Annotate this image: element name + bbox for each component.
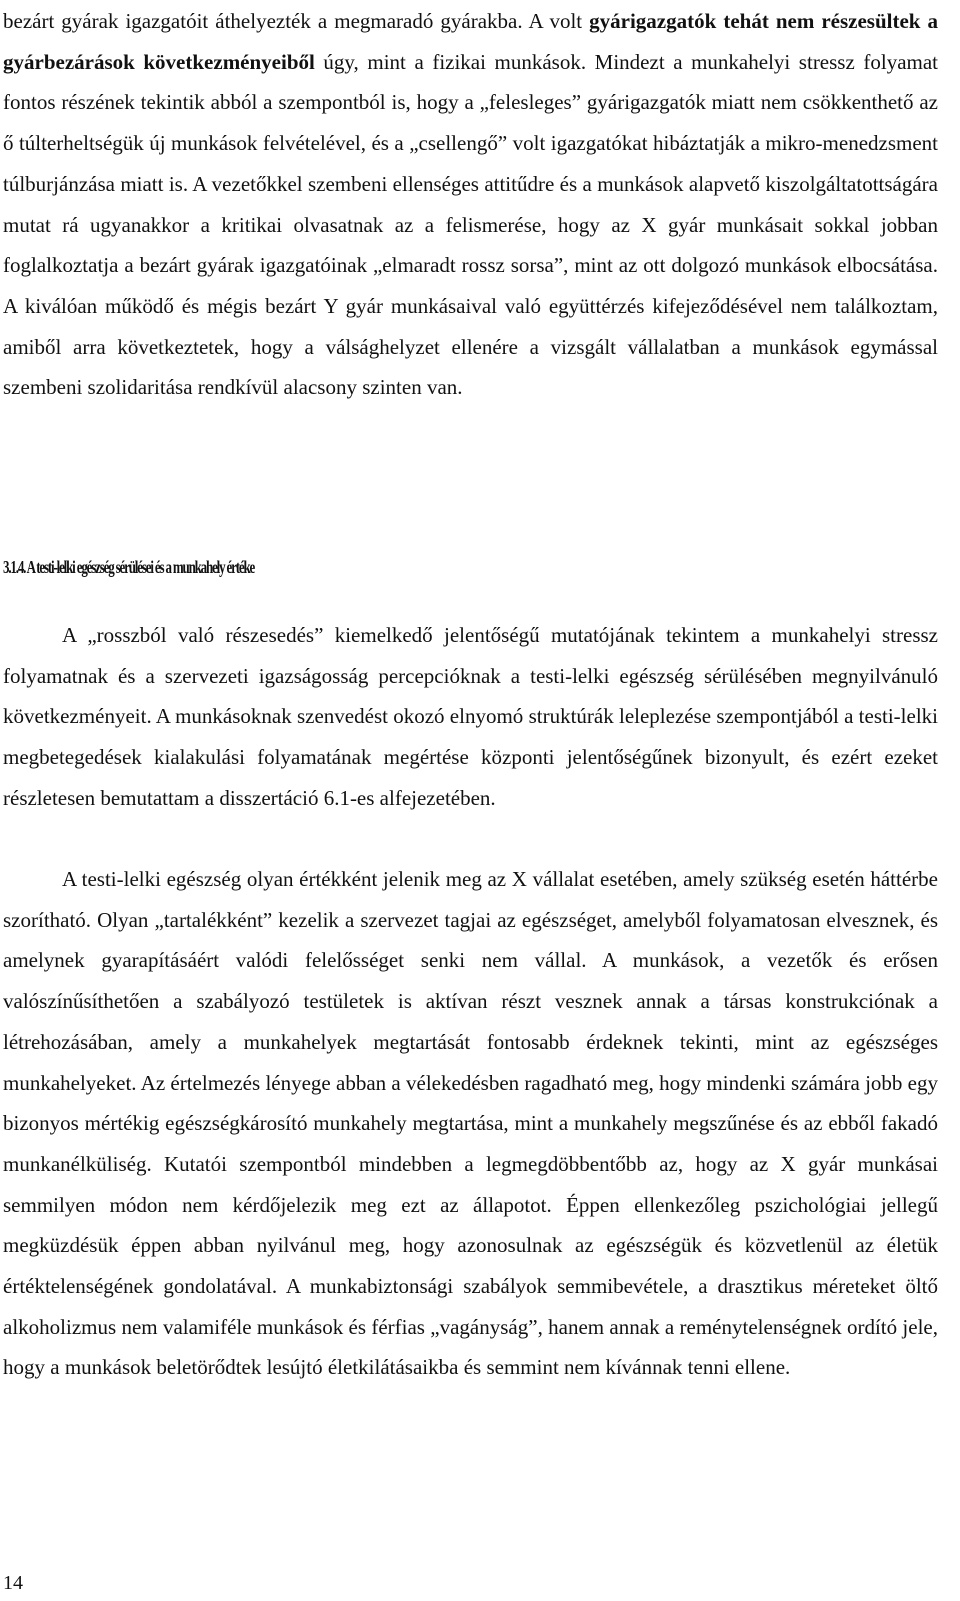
paragraph-1-text-rest: úgy, mint a fizikai munkások. Mindezt a munkahelyi stressz folyamat fontos részének tekintik abból a szempontból is, hogy a „felesleges” gyárigazgatók miatt nem csökkenthető az ő túlterheltségük új munkások felvételével, és a „csellengő” volt igazgatókat hibáztatják a mikro-menedzsment túlburjánzása miatt is. A vezetőkkel szembeni ellenséges attitűdre és a munkások alapvető kiszolgáltatottságára mutat rá ugyanakkor a kritikai olvasatnak az a felismerése, hogy az X gyár munkásait sokkal jobban foglalkoztatja a bezárt gyárak igazgatóinak „elmaradt rossz sorsa”, mint az ott dolgozó munkások elbocsátása. A kiválóan működő és mégis bezárt Y gyár munkásaival való együttérzés kifejeződésével nem találkoztam, amiből arra következtetek, hogy a válsághelyzet ellenére a vizsgált vállalatban a munkások egymással szembeni szolidaritása rendkívül alacsony szinten van. — [3, 49, 938, 400]
paragraph-rosszbol-valo-reszesedes: A „rosszból való részesedés” kiemelkedő jelentőségű mutatójának tekintem a munkahelyi stressz folyamatnak és a szervezeti igazságosság percepcióknak a testi-lelki egészség sérülésében megnyilvánuló következményeit. A munkásoknak szenvedést okozó elnyomó struktúrák leleplezése szempontjából a testi-lelki megbetegedések kialakulási folyamatának megértése központi jelentőségűnek bizonyult, és ezért ezeket részletesen bemutattam a disszertáció 6.1-es alfejezetében. — [3, 623, 938, 810]
section-heading: 3.1.4. A testi-lelki egészség sérülései és a munkahely értéke — [3, 557, 255, 577]
paragraph-testi-lelki-egeszseg: A testi-lelki egészség olyan értékként jelenik meg az X vállalat esetében, amely szükség esetén háttérbe szorítható. Olyan „tartalékként” kezelik a szervezet tagjai az egészséget, amelyből folyamatosan elvesznek, és amelynek gyarapításáért valódi felelősséget senki nem vállal. A munkások, a vezetők és erősen valószínűsíthetően a szabályozó testületek is aktívan részt vesznek annak a társas konstrukciónak a létrehozásában, amely a munkahelyek megtartását fontosabb érdeknek tekinti, mint az egészséges munkahelyeket. Az értelmezés lényege abban a vélekedésben ragadható meg, hogy mindenki számára jobb egy bizonyos mértékig egészségkárosító munkahely megtartása, mint a munkahely megszűnése és az ebből fakadó munkanélküliség. Kutatói szempontból mindebben a legmegdöbbentőbb az, hogy az X gyár munkásai semmilyen módon nem kérdőjelezik meg ezt az állapotot. Éppen ellenkezőleg pszichológiai jellegű megküzdésük éppen abban nyilvánul meg, hogy azonosulnak az egészségük és közvetlenül az életük értéktelenségének gondolatával. A munkabiztonsági szabályok semmibevétele, a drasztikus méreteket öltő alkoholizmus nem valamiféle munkások és férfias „vagányság”, hanem annak a reménytelenségnek ordító jele, hogy a munkások beletörődtek lesújtó életkilátásaikba és semmint nem kívánnak tenni ellene. — [3, 867, 938, 1380]
paragraph-1-bold-phrase: gyárigazgatók tehát nem részesültek a gyárbezárások következményeiből — [3, 9, 938, 74]
page-number: 14 — [3, 1572, 23, 1594]
paragraph-continuation — [3, 1, 938, 408]
paragraph-1-text-start: bezárt gyárak igazgatóit áthelyezték a megmaradó gyárakba. A volt — [3, 9, 590, 33]
